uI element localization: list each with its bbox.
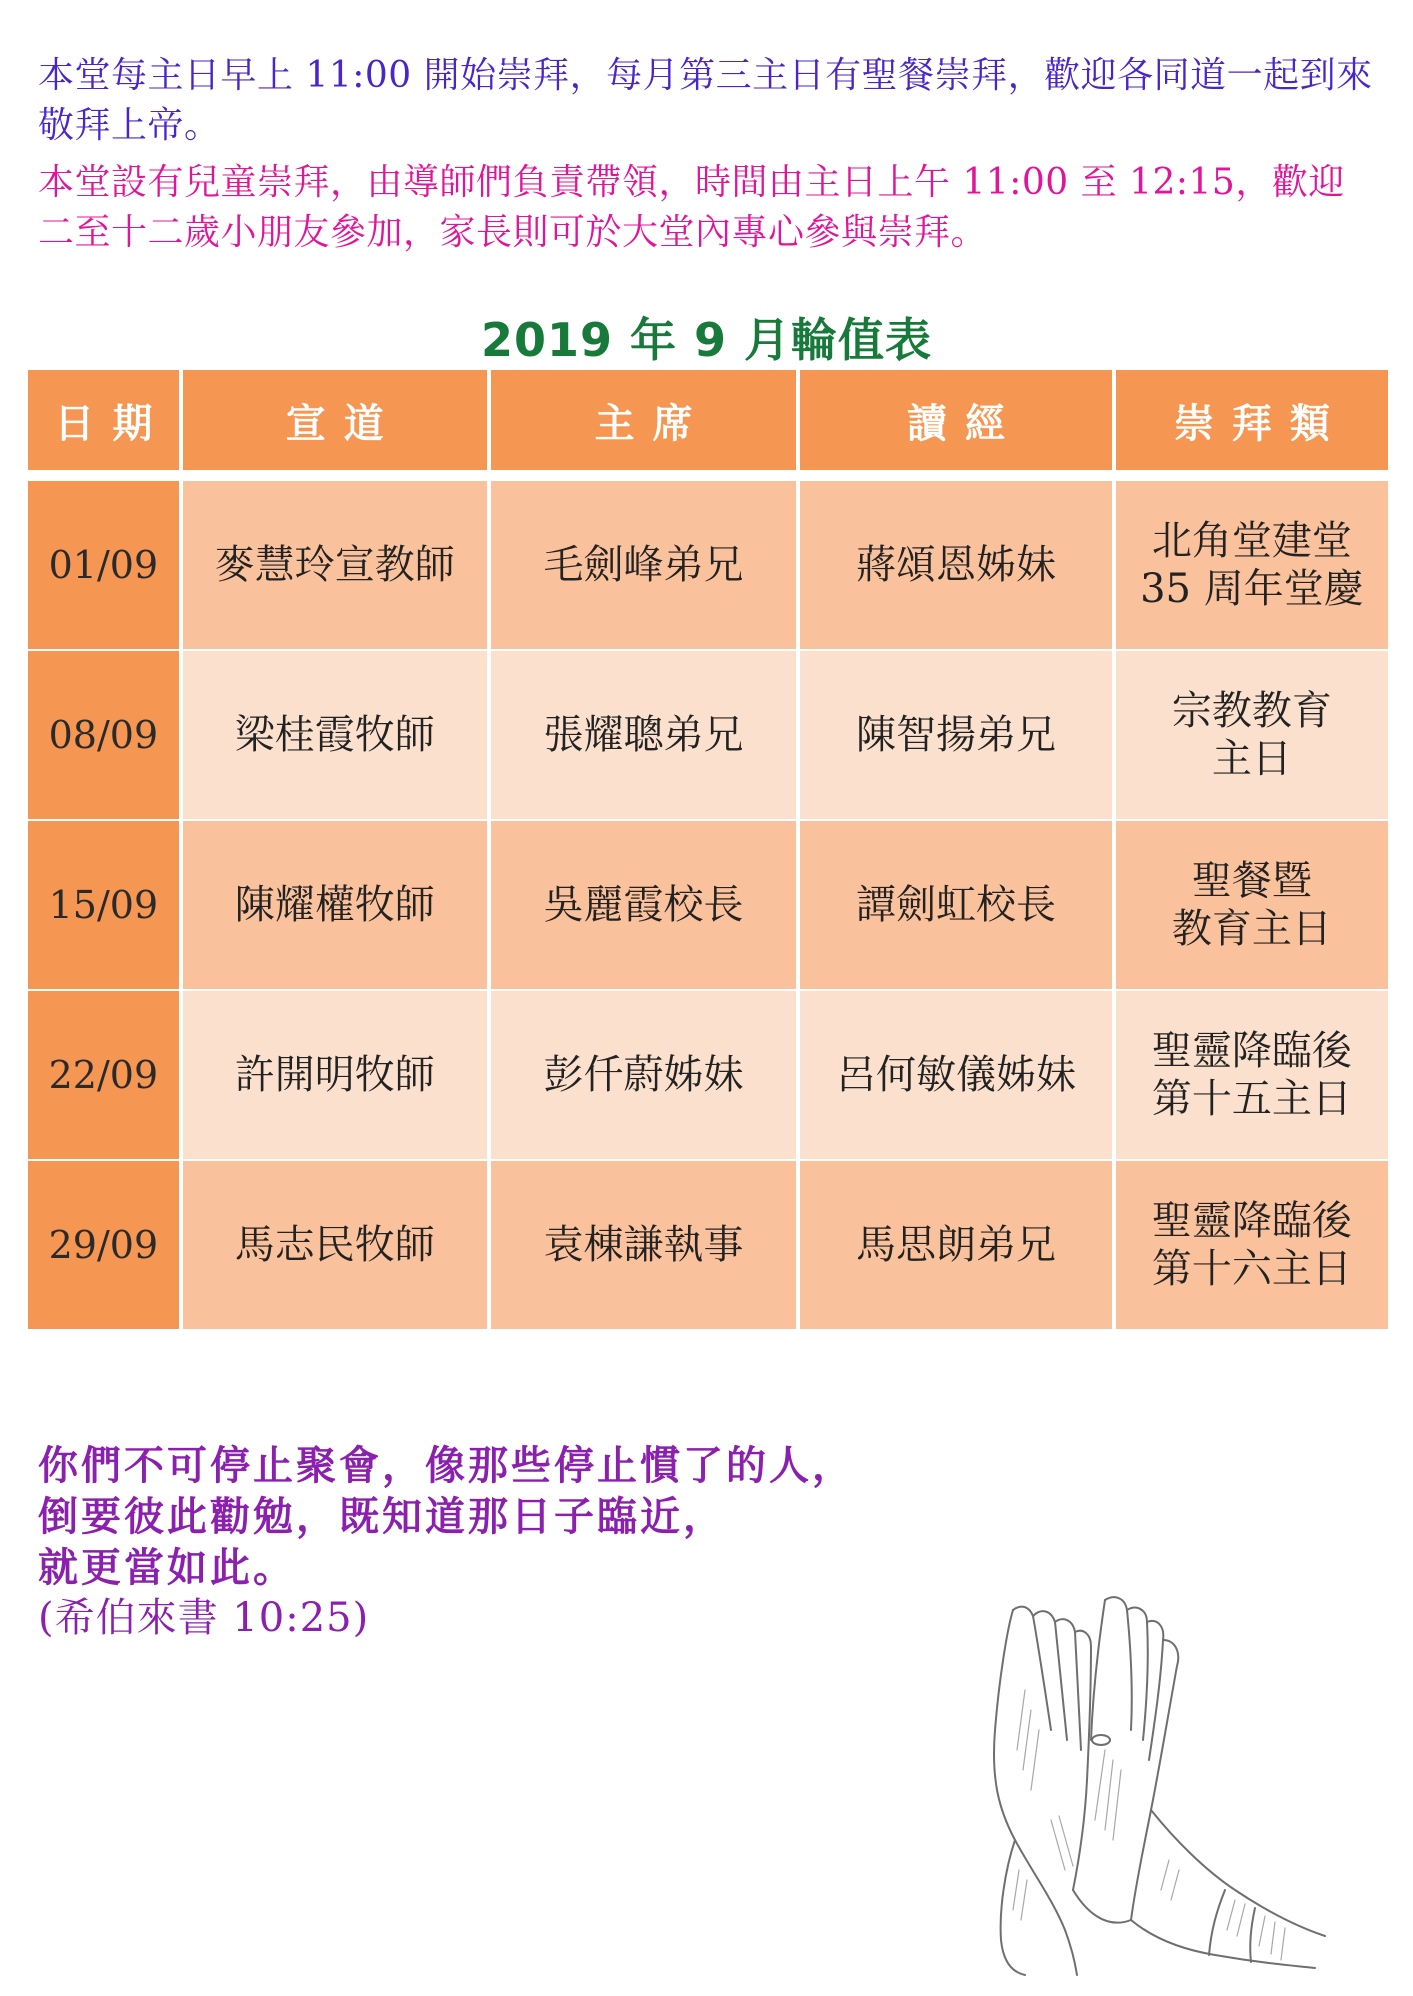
header-reader: 讀經: [800, 370, 1112, 479]
table-row: [28, 819, 1388, 989]
worship-type-line: 聖靈降臨後: [1151, 1198, 1352, 1244]
reader-cell: 馬思朗弟兄: [800, 1159, 1112, 1329]
table-row: [28, 989, 1388, 1159]
chair-cell: 毛劍峰弟兄: [491, 479, 796, 649]
table-row: [28, 649, 1388, 819]
chair-cell: 張耀聰弟兄: [491, 649, 796, 819]
duty-roster-table: [24, 370, 1392, 1329]
preacher-cell: 陳耀權牧師: [183, 819, 487, 989]
praying-hands-icon: [955, 1570, 1335, 1980]
children-worship-notice: 本堂設有兒童崇拜，由導師們負責帶領，時間由主日上午 11:00 至 12:15，歡迎二至十二歲小朋友參加，家長則可於大堂內專心參與崇拜。: [38, 162, 1345, 253]
reader-cell: 譚劍虹校長: [800, 819, 1112, 989]
worship-type-line: 第十六主日: [1151, 1246, 1352, 1292]
verse-line: 你們不可停止聚會，像那些停止慣了的人，: [38, 1442, 855, 1489]
worship-type-line: 主日: [1211, 736, 1292, 782]
date-cell: 15/09: [28, 819, 179, 989]
preacher-cell: 馬志民牧師: [183, 1159, 487, 1329]
preacher-cell: 許開明牧師: [183, 989, 487, 1159]
date-cell: 29/09: [28, 1159, 179, 1329]
table-row: [28, 479, 1388, 649]
chair-cell: 彭仟蔚姊妹: [491, 989, 796, 1159]
chair-cell: 袁棟謙執事: [491, 1159, 796, 1329]
worship-type-cell: [1116, 649, 1388, 819]
worship-type-line: 聖餐暨: [1191, 858, 1312, 904]
worship-type-line: 宗教教育: [1171, 688, 1332, 734]
preacher-cell: 麥慧玲宣教師: [183, 479, 487, 649]
worship-type-line: 教育主日: [1171, 906, 1332, 952]
worship-time-notice: 本堂每主日早上 11:00 開始崇拜，每月第三主日有聖餐崇拜，歡迎各同道一起到來敬拜上帝。: [38, 55, 1373, 146]
roster-title: 2019 年 9 月輪值表: [480, 313, 933, 367]
worship-type-cell: [1116, 479, 1388, 649]
worship-type-line: 北角堂建堂: [1151, 518, 1352, 564]
verse-reference: (希伯來書 10:25): [38, 1595, 370, 1641]
worship-type-cell: [1116, 1159, 1388, 1329]
header-worship-type: 崇拜類: [1116, 370, 1388, 479]
verse-line: 就更當如此。: [38, 1544, 296, 1591]
date-cell: 22/09: [28, 989, 179, 1159]
date-cell: 08/09: [28, 649, 179, 819]
preacher-cell: 梁桂霞牧師: [183, 649, 487, 819]
reader-cell: 蔣頌恩姊妹: [800, 479, 1112, 649]
worship-type-line: 第十五主日: [1151, 1076, 1352, 1122]
header-date: 日期: [28, 370, 179, 479]
date-cell: 01/09: [28, 479, 179, 649]
worship-type-cell: [1116, 989, 1388, 1159]
table-row: [28, 1159, 1388, 1329]
chair-cell: 吳麗霞校長: [491, 819, 796, 989]
scripture-verse: [38, 1440, 855, 1644]
worship-type-line: 聖靈降臨後: [1151, 1028, 1352, 1074]
worship-type-cell: [1116, 819, 1388, 989]
header-chair: 主席: [491, 370, 796, 479]
reader-cell: 陳智揚弟兄: [800, 649, 1112, 819]
roster-header-row: [28, 370, 1388, 479]
reader-cell: 呂何敏儀姊妹: [800, 989, 1112, 1159]
worship-type-line: 35 周年堂慶: [1140, 566, 1364, 612]
verse-line: 倒要彼此勸勉，既知道那日子臨近，: [38, 1493, 726, 1540]
header-preacher: 宣道: [183, 370, 487, 479]
